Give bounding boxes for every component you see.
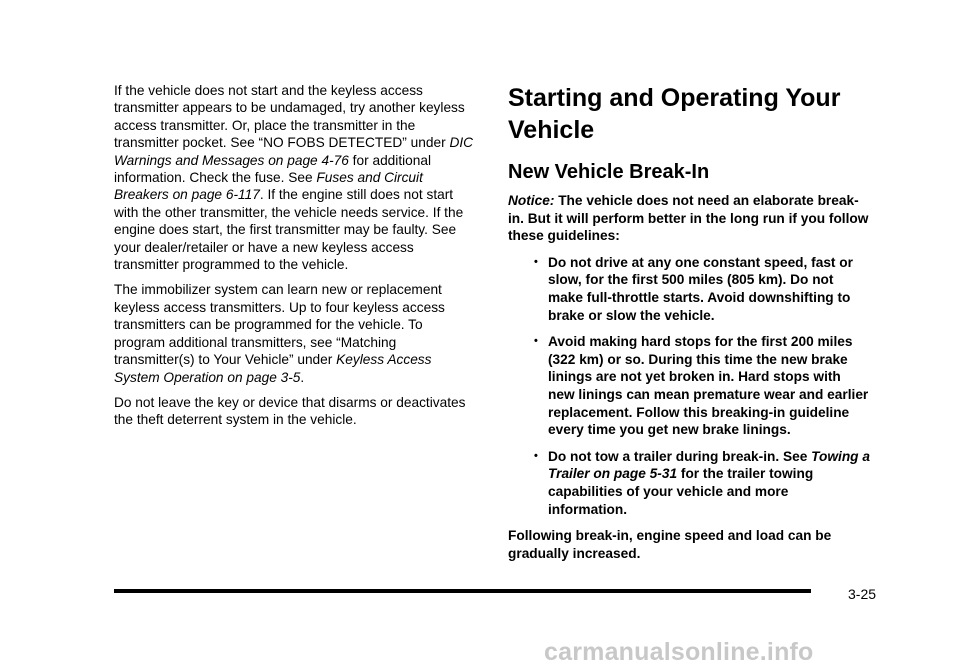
closing-paragraph: Following break-in, engine speed and load can be gradually increased. bbox=[508, 528, 832, 561]
notice-paragraph: Notice: The vehicle does not need an elaborate break-in. But it will perform better in the long run if you follow these guidelines: bbox=[508, 193, 869, 244]
page-number: 3-25 bbox=[848, 586, 877, 602]
left-column bbox=[114, 82, 476, 437]
subsection-heading: New Vehicle Break-In bbox=[508, 161, 710, 183]
list-item: • Avoid making hard stops for the first 200 miles (322 km) or so. During this time the new brake linings are not yet broken in. Hard stops with new linings can mean premature wear and earlier replacement. Follow this breaking-in guideline every time you get new brake linings. bbox=[534, 334, 869, 438]
right-column bbox=[508, 82, 870, 571]
link-towing-trailer[interactable]: Towing a Trailer on page 5-31 bbox=[548, 448, 870, 482]
watermark: carmanualsonline.info bbox=[544, 638, 814, 666]
list-item: • Do not tow a trailer during break-in. See Towing a Trailer on page 5-31 for the trailer towing capabilities of your vehicle and more information. bbox=[534, 448, 870, 517]
link-dic-warnings[interactable]: DIC Warnings and Messages on page 4-76 bbox=[114, 135, 474, 168]
footer-rule bbox=[114, 589, 811, 593]
section-heading: Starting and Operating Your Vehicle bbox=[508, 84, 841, 144]
bullet-icon: • bbox=[534, 449, 538, 462]
paragraph-immobilizer: The immobilizer system can learn new or replacement keyless access transmitters. Up to four keyless access transmitters can be programmed for the vehicle. To program additional transmitters, see “Matching transmitter(s) to Your Vehicle” under Keyless Access System Operation on page 3-5. bbox=[114, 282, 445, 385]
notice-label: Notice: bbox=[508, 193, 555, 208]
bullet-icon: • bbox=[534, 255, 538, 268]
guidelines-list bbox=[508, 254, 870, 518]
paragraph-keyless-troubleshoot: If the vehicle does not start and the keyless access transmitter appears to be undamaged, try another keyless access transmitter. Or, place the transmitter in the transmitter pocket. See “NO FOBS DETECTED” under DIC Warnings and Messages on page 4-76 for additional information. Check the fuse. See Fuses and Circuit Breakers on page 6-117. If the engine still does not start with the other transmitter, the vehicle needs service. If the engine does start, the first transmitter may be faulty. See your dealer/retailer or have a new keyless access transmitter programmed to the vehicle. bbox=[114, 83, 474, 273]
bullet-icon: • bbox=[534, 335, 538, 348]
link-keyless-access-operation[interactable]: Keyless Access System Operation on page 3-5 bbox=[114, 352, 432, 385]
list-item: • Do not drive at any one constant speed, fast or slow, for the first 500 miles (805 km). Do not make full-throttle starts. Avoid downshifting to brake or slow the vehicle. bbox=[534, 254, 853, 323]
link-fuses-circuit-breakers[interactable]: Fuses and Circuit Breakers on page 6-117 bbox=[114, 170, 423, 203]
paragraph-key-warning: Do not leave the key or device that disarms or deactivates the theft deterrent system in the vehicle. bbox=[114, 394, 466, 428]
